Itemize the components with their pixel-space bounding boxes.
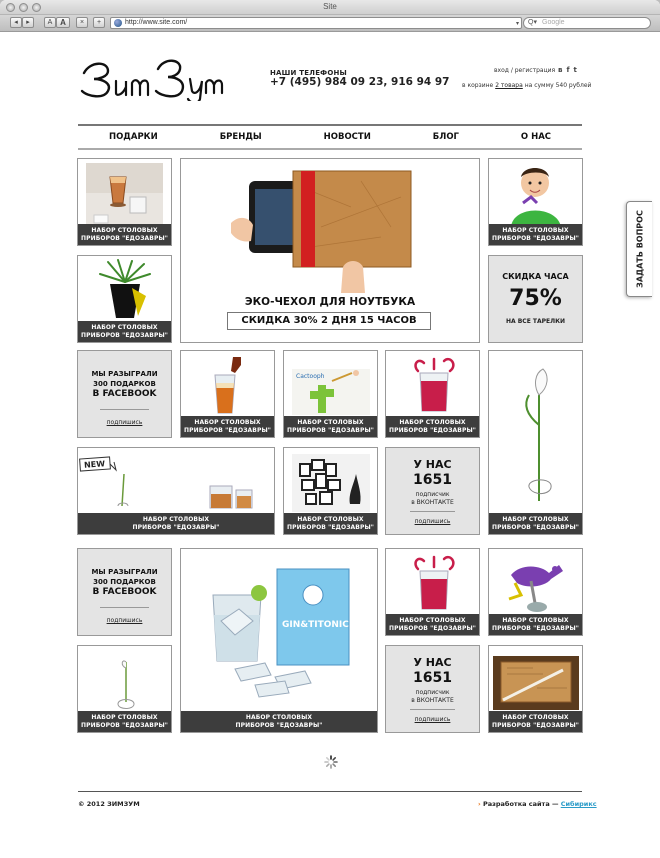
product-tile[interactable] — [385, 548, 480, 636]
phone-numbers: +7 (495) 984 09 23, 916 94 97 — [270, 76, 450, 88]
address-bar[interactable] — [110, 17, 522, 29]
product-photo — [292, 454, 370, 512]
main-nav — [78, 124, 582, 150]
product-photo — [88, 258, 163, 322]
copyright: © 2012 ЗИМЗУМ — [78, 800, 140, 808]
product-tile[interactable] — [488, 548, 583, 636]
facebook-icon[interactable]: f — [566, 66, 570, 74]
footer-divider — [78, 791, 582, 792]
product-tile[interactable] — [77, 255, 172, 343]
nav-news[interactable]: НОВОСТИ — [323, 132, 371, 142]
cart-link[interactable]: 2 товара — [495, 82, 523, 89]
nav-brands[interactable]: БРЕНДЫ — [219, 132, 262, 142]
ask-question-label: ЗАДАТЬ ВОПРОС — [635, 210, 644, 288]
font-smaller-button[interactable]: A — [44, 17, 56, 28]
product-photo — [205, 355, 253, 417]
ask-question-tab[interactable] — [626, 201, 652, 297]
product-tile[interactable] — [488, 158, 583, 246]
vk-line-4: в ВКОНТАКТЕ — [411, 499, 454, 506]
vk-line-1: У НАС — [413, 656, 452, 669]
gin-tonic-label: GIN&TITONIC — [282, 620, 349, 630]
loading-spinner-icon — [324, 755, 338, 769]
window-title: Site — [323, 2, 337, 11]
vk-count: 1651 — [413, 472, 452, 488]
developer-link[interactable]: Сибирикс — [560, 800, 597, 808]
cactus-brand-label: Cactooph — [296, 373, 325, 380]
product-caption: НАБОР СТОЛОВЫХ ПРИБОРОВ "ЕДОЗАВРЫ" — [386, 614, 479, 635]
logo[interactable] — [78, 51, 228, 101]
nav-blog[interactable]: БЛОГ — [432, 132, 459, 142]
product-tile-wide[interactable] — [77, 447, 275, 535]
page-content — [8, 33, 652, 858]
product-tile[interactable] — [488, 350, 583, 535]
vk-promo-tile[interactable] — [385, 447, 480, 535]
promo-line-2: 300 ПОДАРКОВ — [93, 380, 156, 388]
product-photo — [406, 357, 462, 417]
social-links — [558, 66, 577, 74]
product-photo — [205, 565, 355, 701]
banner-offer[interactable]: СКИДКА 30% 2 ДНЯ 15 ЧАСОВ — [227, 312, 431, 330]
nav-gifts[interactable]: ПОДАРКИ — [108, 132, 158, 142]
back-button[interactable]: ◂ — [10, 17, 22, 28]
product-photo — [501, 163, 571, 227]
product-photo — [493, 656, 579, 710]
globe-icon — [114, 19, 122, 27]
product-photo — [406, 555, 462, 615]
discount-value: 75% — [509, 286, 562, 311]
subscribe-link[interactable]: подпишись — [106, 419, 143, 426]
product-caption: НАБОР СТОЛОВЫХ ПРИБОРОВ "ЕДОЗАВРЫ" — [78, 321, 171, 342]
product-tile[interactable] — [385, 350, 480, 438]
new-badge-label: NEW — [83, 459, 106, 470]
browser-toolbar — [0, 15, 660, 32]
product-tile[interactable] — [488, 645, 583, 733]
product-caption: НАБОР СТОЛОВЫХ ПРИБОРОВ "ЕДОЗАВРЫ" — [78, 224, 171, 245]
twitter-icon[interactable]: t — [573, 66, 577, 74]
developer-credit — [478, 800, 597, 808]
forward-button[interactable]: ▸ — [22, 17, 34, 28]
search-field[interactable] — [523, 17, 651, 29]
add-bookmark-button[interactable]: + — [93, 17, 105, 28]
product-caption: НАБОР СТОЛОВЫХ ПРИБОРОВ "ЕДОЗАВРЫ" — [489, 513, 582, 534]
promo-divider — [100, 409, 149, 410]
subscribe-link[interactable]: подпишись — [414, 716, 451, 723]
vk-line-3: подписчик — [415, 491, 450, 498]
developer-arrow-icon: › — [478, 800, 481, 808]
product-photo — [501, 555, 571, 613]
vk-icon[interactable]: в — [558, 66, 563, 74]
product-photo — [509, 365, 565, 501]
address-text: http://www.site.com/ — [125, 19, 188, 26]
product-caption: НАБОР СТОЛОВЫХ ПРИБОРОВ "ЕДОЗАВРЫ" — [489, 711, 582, 732]
product-tile[interactable] — [283, 447, 378, 535]
promo-line-3: В FACEBOOK — [92, 587, 157, 597]
product-caption: НАБОР СТОЛОВЫХ ПРИБОРОВ "ЕДОЗАВРЫ" — [489, 224, 582, 245]
vk-promo-tile[interactable] — [385, 645, 480, 733]
vk-line-1: У НАС — [413, 458, 452, 471]
product-caption: НАБОР СТОЛОВЫХ ПРИБОРОВ "ЕДОЗАВРЫ" — [386, 416, 479, 437]
facebook-promo-tile[interactable] — [77, 548, 172, 636]
facebook-promo-tile[interactable] — [77, 350, 172, 438]
cart-summary — [462, 82, 591, 89]
promo-line-3: В FACEBOOK — [92, 389, 157, 399]
product-caption: НАБОР СТОЛОВЫХ ПРИБОРОВ "ЕДОЗАВРЫ" — [489, 614, 582, 635]
nav-about[interactable]: О НАС — [520, 132, 552, 142]
discount-target: НА ВСЕ ТАРЕЛКИ — [505, 318, 566, 325]
vk-line-3: подписчик — [415, 689, 450, 696]
vk-line-4: в ВКОНТАКТЕ — [411, 697, 454, 704]
cart-prefix: в корзине — [462, 82, 494, 89]
promo-divider — [100, 607, 149, 608]
banner-photo — [231, 167, 421, 293]
login-register-link[interactable]: вход / регистрация — [494, 67, 556, 74]
product-tile[interactable] — [77, 158, 172, 246]
phones-label: НАШИ ТЕЛЕФОНЫ — [270, 69, 347, 77]
product-photo — [292, 369, 370, 415]
vk-count: 1651 — [413, 670, 452, 686]
subscribe-link[interactable]: подпишись — [106, 617, 143, 624]
stop-button[interactable]: × — [76, 17, 88, 28]
product-caption: НАБОР СТОЛОВЫХ ПРИБОРОВ "ЕДОЗАВРЫ" — [78, 513, 274, 534]
product-photo — [112, 658, 140, 710]
product-tile[interactable] — [180, 350, 275, 438]
promo-divider — [410, 709, 455, 710]
title-bar — [0, 0, 660, 15]
search-icon: Q▾ — [528, 19, 537, 26]
product-tile[interactable] — [283, 350, 378, 438]
promo-line-2: 300 ПОДАРКОВ — [93, 578, 156, 586]
product-tile[interactable] — [77, 645, 172, 733]
promo-line-1: МЫ РАЗЫГРАЛИ — [91, 568, 158, 576]
discount-tile[interactable] — [488, 255, 583, 343]
discount-label: СКИДКА ЧАСА — [502, 272, 569, 281]
font-bigger-button[interactable]: A — [56, 17, 70, 28]
product-photo — [78, 456, 274, 514]
promo-line-1: МЫ РАЗЫГРАЛИ — [91, 370, 158, 378]
search-placeholder: Google — [542, 19, 565, 26]
promo-divider — [410, 511, 455, 512]
product-tile-large[interactable] — [180, 548, 378, 733]
product-photo — [86, 163, 163, 225]
product-caption: НАБОР СТОЛОВЫХ ПРИБОРОВ "ЕДОЗАВРЫ" — [284, 416, 377, 437]
product-caption: НАБОР СТОЛОВЫХ ПРИБОРОВ "ЕДОЗАВРЫ" — [181, 416, 274, 437]
featured-banner[interactable] — [180, 158, 480, 343]
cart-suffix: на сумму 540 рублей — [524, 82, 592, 89]
product-caption: НАБОР СТОЛОВЫХ ПРИБОРОВ "ЕДОЗАВРЫ" — [284, 513, 377, 534]
subscribe-link[interactable]: подпишись — [414, 518, 451, 525]
dropdown-icon[interactable]: ▾ — [515, 21, 519, 27]
developer-prefix: Разработка сайта — — [482, 800, 559, 808]
product-caption: НАБОР СТОЛОВЫХ ПРИБОРОВ "ЕДОЗАВРЫ" — [181, 711, 377, 732]
banner-title: ЭКО-ЧЕХОЛ ДЛЯ НОУТБУКА — [244, 296, 416, 308]
product-caption: НАБОР СТОЛОВЫХ ПРИБОРОВ "ЕДОЗАВРЫ" — [78, 711, 171, 732]
